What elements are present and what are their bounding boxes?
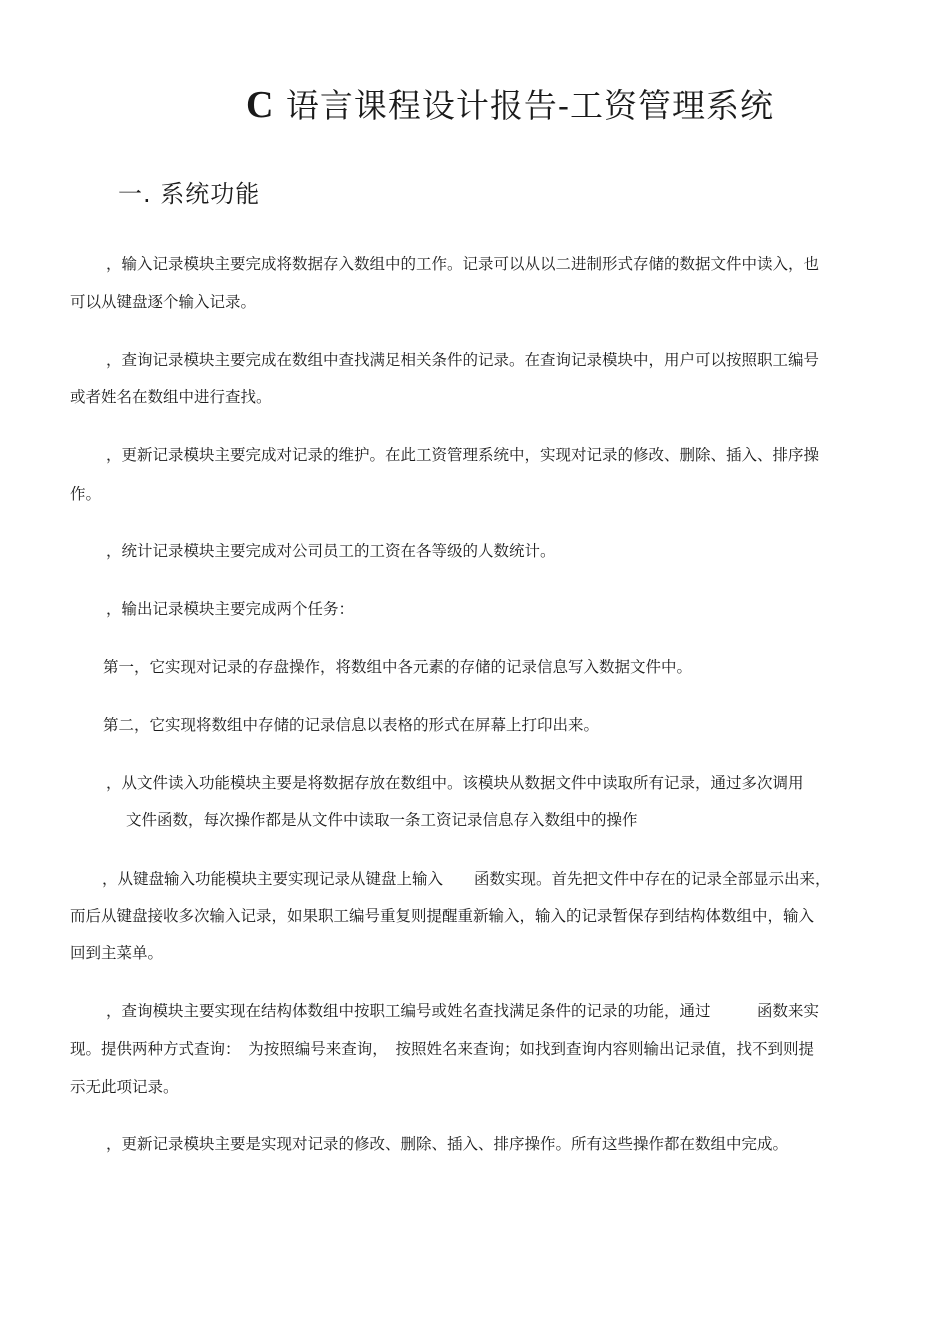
section-heading: 一. 系统功能: [118, 180, 261, 208]
text-line: 示无此项记录。: [70, 1078, 179, 1096]
text-line: ，输出记录模块主要完成两个任务：: [106, 600, 355, 618]
text-line: ，从文件读入功能模块主要是将数据存放在数组中。该模块从数据文件中读取所有记录，通过多次调用: [106, 774, 804, 792]
title-prefix: C: [245, 84, 275, 126]
text-line: 现。提供两种方式查询： 为按照编号来查询， 按照姓名来查询；如找到查询内容则输出记录值，找不到则提: [70, 1040, 815, 1058]
text-line: 回到主菜单。: [70, 944, 164, 962]
text-line: 文件函数，每次操作都是从文件中读取一条工资记录信息存入数组中的操作: [126, 811, 638, 829]
text-line: ，输入记录模块主要完成将数据存入数组中的工作。记录可以从以二进制形式存储的数据文件中读入，也: [106, 255, 820, 273]
text-line: ，统计记录模块主要完成对公司员工的工资在各等级的人数统计。: [106, 542, 556, 560]
document-title: [0, 80, 950, 127]
text-line: ，从键盘输入功能模块主要实现记录从键盘上输入 函数实现。首先把文件中存在的记录全部显示出来，: [102, 870, 831, 888]
text-line: 而后从键盘接收多次输入记录，如果职工编号重复则提醒重新输入，输入的记录暂保存到结构体数组中，输入: [70, 907, 815, 925]
text-line: 作。: [70, 485, 102, 503]
text-line: ，更新记录模块主要完成对记录的维护。在此工资管理系统中，实现对记录的修改、删除、插入、排序操: [106, 446, 820, 464]
text-line: ，查询模块主要实现在结构体数组中按职工编号或姓名查找满足条件的记录的功能，通过 函数来实: [106, 1002, 820, 1020]
text-line: 可以从键盘逐个输入记录。: [70, 293, 257, 311]
text-line: 第二，它实现将数组中存储的记录信息以表格的形式在屏幕上打印出来。: [103, 716, 600, 734]
text-line: 第一，它实现对记录的存盘操作，将数组中各元素的存储的记录信息写入数据文件中。: [103, 658, 693, 676]
text-line: 或者姓名在数组中进行查找。: [70, 388, 272, 406]
text-line: ，查询记录模块主要完成在数组中查找满足相关条件的记录。在查询记录模块中，用户可以按照职工编号: [106, 351, 820, 369]
title-main: 语言课程设计报告-工资管理系统: [285, 86, 775, 125]
text-line: ，更新记录模块主要是实现对记录的修改、删除、插入、排序操作。所有这些操作都在数组中完成。: [106, 1135, 789, 1153]
